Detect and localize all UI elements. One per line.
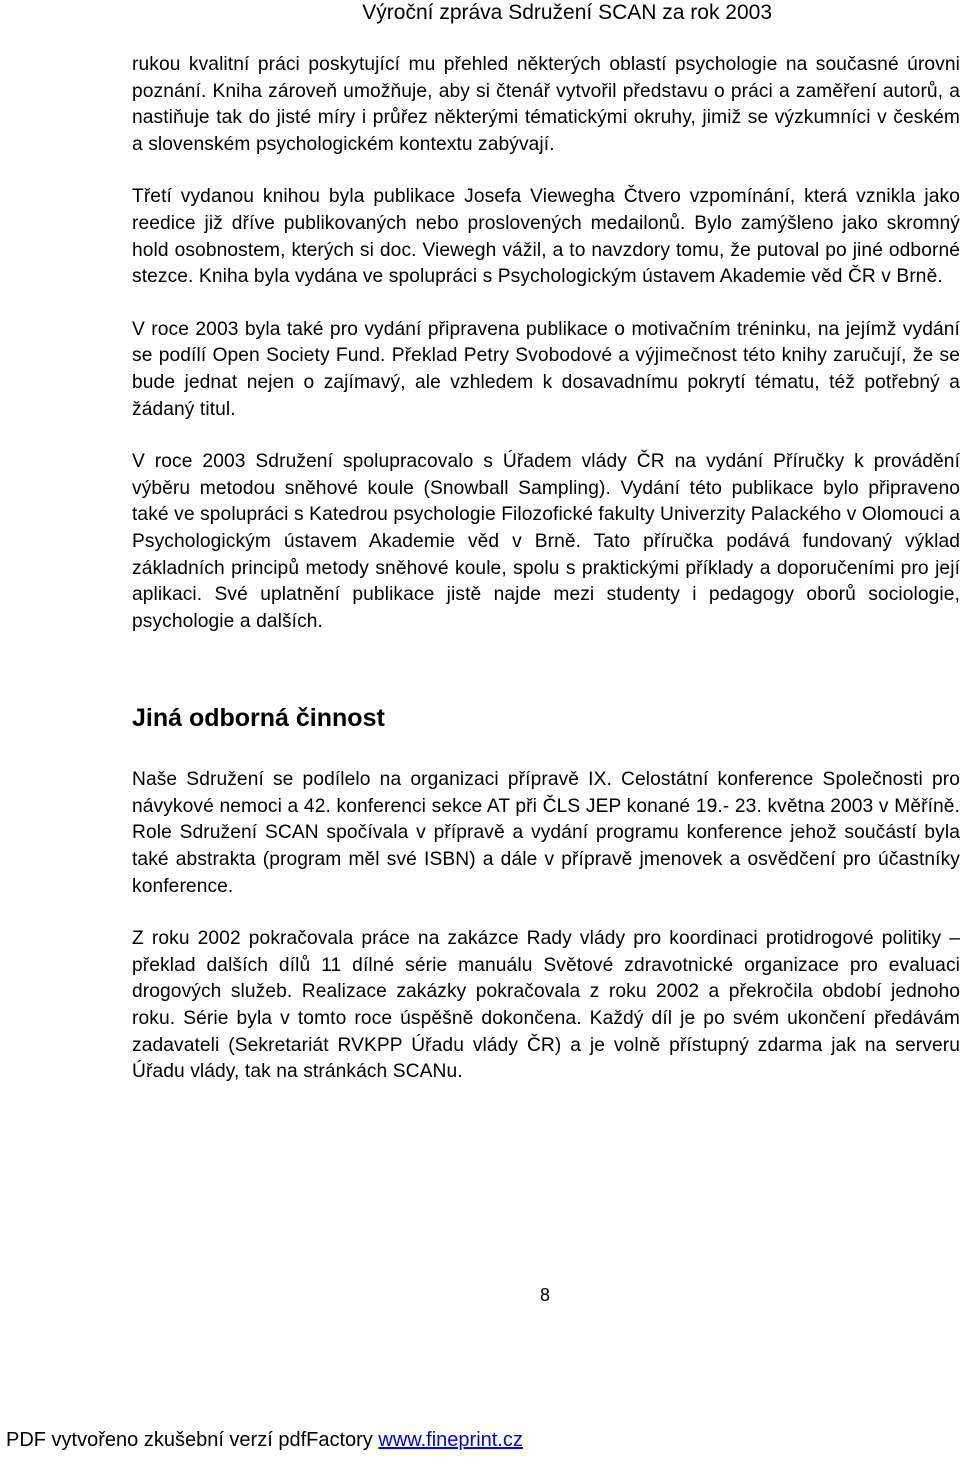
paragraph-intro-continuation: rukou kvalitní práci poskytující mu přehled některých oblastí psychologie na současné úrovni poznání. Kniha zároveň umožňuje, aby si čtenář vytvořil představu o práci a zaměření autorů, a nastiňuje tak do jisté míry i průřez některými tématickými okruhy, jimiž se výzkumníci v českém a slovenském psychologickém kontextu zabývají.	[132, 54, 960, 155]
paragraph-third-book: Třetí vydanou knihou byla publikace Josefa Viewegha Čtvero vzpomínání, která vznikla jako reedice již dříve publikovaných nebo proslovených medailonů. Bylo zamýšleno jako skromný hold osobnostem, kterých si doc. Viewegh vážil, a to navzdory tomu, že putoval po jiné odborné stezce. Kniha byla vydána ve spolupráci s Psychologickým ústavem Akademie věd ČR v Brně.	[132, 186, 960, 288]
paragraph-snowball-sampling: V roce 2003 Sdružení spolupracovalo s Úřadem vlády ČR na vydání Příručky k provádění výběru metodou sněhové koule (Snowball Sampling). Vydání této publikace bylo připraveno také ve spolupráci s Katedrou psychologie Filozofické fakulty Univerzity Palackého v Olomouci a Psychologickým ústavem Akademie věd v Brně. Tato příručka podává fundovaný výklad základních principů metody sněhové koule, spolu s praktickými příklady a doporučeními pro její aplikaci. Své uplatnění publikace jistě najde mezi studenty i pedagogy oborů sociologie, psychologie a dalších.	[132, 451, 960, 632]
paragraph-conference: Naše Sdružení se podílelo na organizaci přípravě IX. Celostátní konference Společnosti pro návykové nemoci a 42. konferenci sekce AT při ČLS JEP konané 19.- 23. května 2003 v Měříně. Role Sdružení SCAN spočívala v přípravě a vydání programu konference jehož součástí byla také abstrakta (program měl své ISBN) a dále v přípravě jmenovek a osvědčení pro účastníky konference.	[132, 769, 960, 897]
footer-link[interactable]: www.fineprint.cz	[378, 1429, 523, 1451]
footer-text: PDF vytvořeno zkušební verzí pdfFactory	[6, 1429, 379, 1451]
page-number: 8	[539, 1285, 550, 1305]
paragraph-who-manual: Z roku 2002 pokračovala práce na zakázce Rady vlády pro koordinaci protidrogové politiky – překlad dalších dílů 11 dílné série manuálu Světové zdravotnické organizace pro evaluaci drogových služeb. Realizace zakázky pokračovala z roku 2002 a překročila období jednoho roku. Série byla v tomto roce úspěšně dokončena. Každý díl je po svém ukončení předávám zadavateli (Sekretariát RVKPP Úřadu vlády ČR) a je volně přístupný zdarma jak na serveru Úřadu vlády, tak na stránkách SCANu.	[132, 928, 960, 1083]
pdf-footer	[6, 1427, 523, 1453]
document-body	[132, 52, 960, 1112]
section-heading: Jiná odborná činnost	[132, 704, 385, 733]
paragraph-motivational-training: V roce 2003 byla také pro vydání připravena publikace o motivačním tréninku, na jejímž vydání se podílí Open Society Fund. Překlad Petry Svobodové a výjimečnost této knihy zaručují, že se bude jednat nejen o zajímavý, ale vzhledem k dosavadnímu pokrytí tématu, též potřebný a žádaný titul.	[132, 318, 960, 420]
running-header: Výroční zpráva Sdružení SCAN za rok 2003	[362, 1, 772, 24]
